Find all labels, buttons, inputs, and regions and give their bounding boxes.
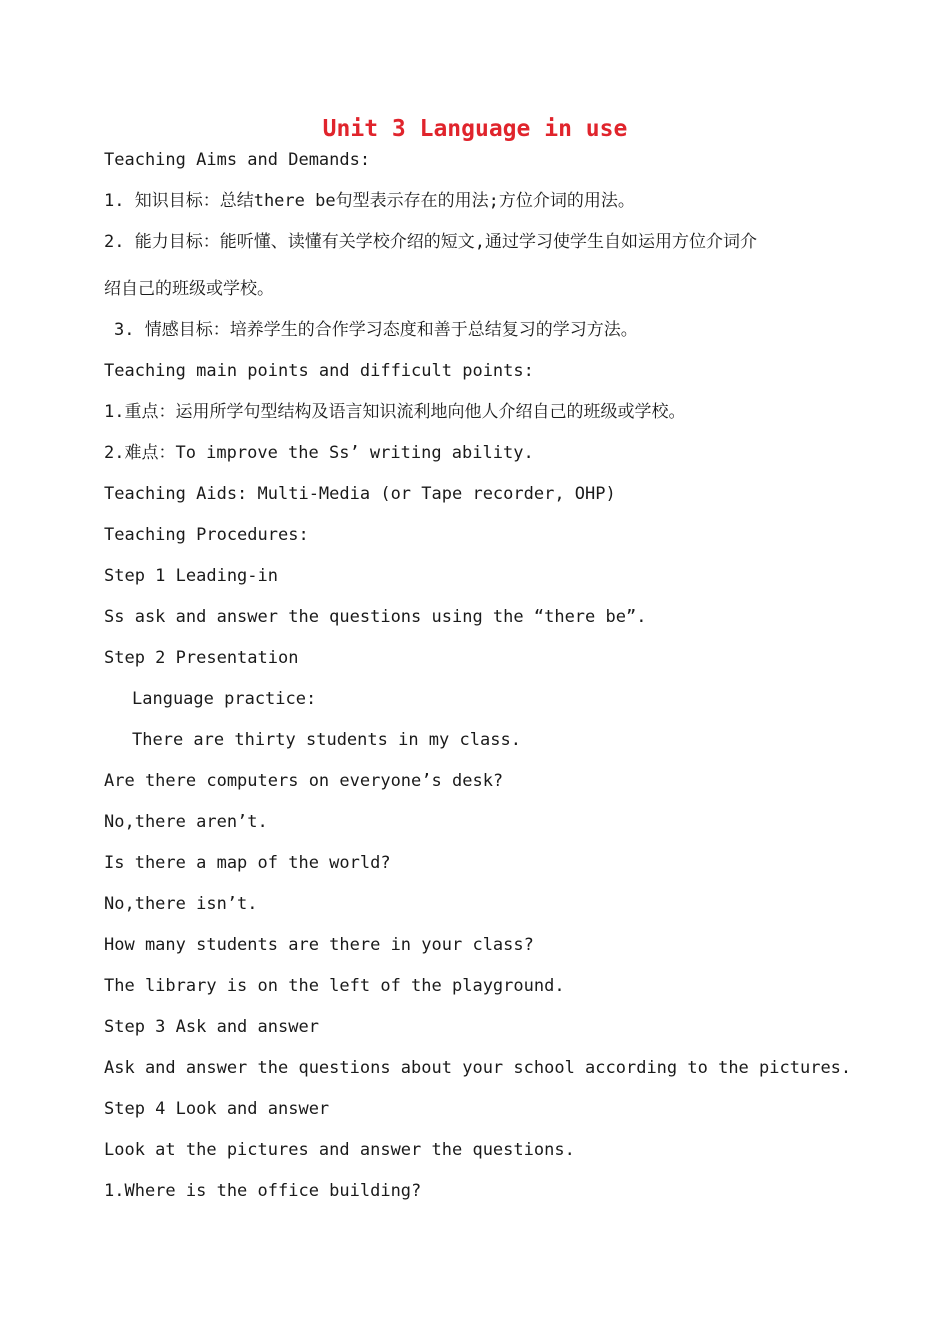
step-heading: Step 2 Presentation [104,648,299,668]
text-line: Language practice: [132,689,317,709]
text-line: Teaching main points and difficult points: [104,361,534,381]
document-title: Unit 3 Language in use [322,116,628,142]
text-line: 1.Where is the office building? [104,1181,422,1201]
step-heading: Step 3 Ask and answer [104,1017,319,1037]
text-line: The library is on the left of the playground. [104,976,565,996]
text-line: 3. 情感目标：培养学生的合作学习态度和善于总结复习的学习方法。 [114,320,638,340]
step-heading: Step 1 Leading-in [104,566,278,586]
text-line: Look at the pictures and answer the questions. [104,1140,575,1160]
text-line: Is there a map of the world? [104,853,391,873]
text-line: Teaching Aims and Demands: [104,150,371,170]
text-line: Are there computers on everyone’s desk? [104,771,504,791]
step-heading: Step 4 Look and answer [104,1099,330,1119]
text-line: No,there aren’t. [104,812,268,832]
text-line: There are thirty students in my class. [132,730,521,750]
text-line: 2.难点：To improve the Ss’ writing ability. [104,443,534,463]
text-line: 2. 能力目标：能听懂、读懂有关学校介绍的短文,通过学习使学生自如运用方位介词介 [104,232,757,252]
text-line: 绍自己的班级或学校。 [104,279,274,299]
text-line: Ask and answer the questions about your school according to the pictures. [104,1058,852,1078]
text-line: Teaching Procedures: [104,525,309,545]
text-line: 1.重点：运用所学句型结构及语言知识流利地向他人介绍自己的班级或学校。 [104,402,686,422]
text-line: No,there isn’t. [104,894,258,914]
text-line: Ss ask and answer the questions using the “there be”. [104,607,647,627]
text-line: Teaching Aids: Multi-Media (or Tape recorder, OHP) [104,484,616,504]
text-line: How many students are there in your class? [104,935,534,955]
text-line: 1. 知识目标：总结there be句型表示存在的用法;方位介词的用法。 [104,191,635,211]
